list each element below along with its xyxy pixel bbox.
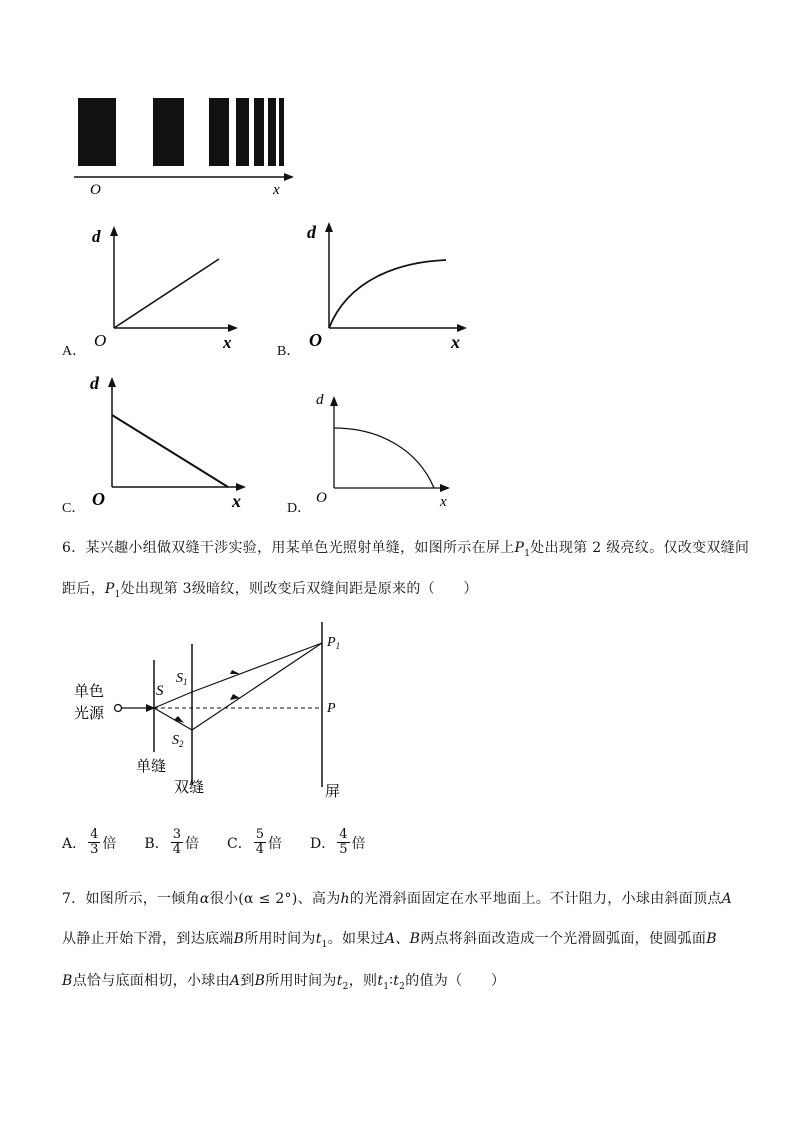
axis-label: x (273, 182, 280, 198)
q7-text: 两点将斜面改造成一个光滑圆弧面，使圆弧面 (420, 931, 707, 947)
q7-text: ，则 (348, 973, 378, 989)
origin-label: O (94, 331, 107, 350)
fringe-bar (153, 98, 184, 166)
x-axis-label: x (440, 494, 447, 510)
answer-option-d[interactable] (310, 828, 366, 857)
t-subscript: 2 (342, 981, 349, 992)
denominator: 4 (255, 842, 264, 857)
x-axis-label: x (232, 491, 241, 511)
q6-answer-row (62, 828, 394, 857)
screen-label: 屏 (325, 784, 341, 800)
alpha-symbol: α (199, 891, 210, 907)
q7-text: 所用时间为 (244, 931, 316, 947)
answer-label: C． (226, 835, 252, 852)
q7-text: 到 (240, 973, 255, 989)
t-symbol: t (377, 973, 384, 989)
t-symbol: t (393, 973, 400, 989)
q7-text: 很小 (209, 891, 239, 907)
y-axis-label: d (307, 222, 316, 242)
s2-label: $S_2$ (172, 733, 184, 749)
fringe-bar (78, 98, 116, 166)
option-b-label: B． (277, 344, 301, 359)
q7-text: 从静止开始下滑，到达底端 (62, 931, 234, 947)
fraction (254, 828, 266, 857)
p1-subscript: 1 (114, 589, 121, 600)
q6-line-1 (62, 537, 749, 559)
arrow-icon (230, 670, 240, 674)
q7-text: 点恰与底面相切，小球由 (72, 973, 230, 989)
a-symbol: A (721, 891, 733, 907)
denominator: 5 (339, 842, 348, 857)
b-symbol: B (62, 973, 73, 989)
double-slit-label: 双缝 (174, 780, 205, 796)
y-axis-label: d (316, 392, 324, 408)
option-d-label: D． (287, 501, 312, 516)
q7-text: 7．如图所示，一倾角 (62, 891, 200, 907)
numerator: 5 (255, 827, 264, 842)
a-symbol: A (229, 973, 241, 989)
x-axis-label: x (223, 333, 232, 352)
y-axis-label: d (92, 227, 101, 246)
q6-text: 处出现第 3级暗纹，则改变后双缝间距是原来的（ ） (120, 581, 478, 597)
arrow-icon (457, 324, 467, 332)
origin-label: O (309, 330, 322, 350)
p1-symbol: P (104, 581, 115, 597)
option-a-graph (86, 220, 246, 355)
fraction (171, 828, 183, 857)
q6-text: 6．某兴趣小组做双缝干涉实验，用某单色光照射单缝，如图所示在屏上 (62, 540, 515, 556)
origin-label: O (316, 490, 327, 506)
option-c-label: C． (62, 501, 86, 516)
fraction (337, 828, 349, 857)
fringe-bar (209, 98, 229, 166)
arrow-icon (325, 222, 333, 232)
q6-text: 处出现第 2 级亮纹。仅改变双缝间 (530, 540, 750, 556)
ratio-colon: ∶ (389, 973, 394, 989)
arrow-icon (110, 226, 118, 236)
x-axis-label: x (451, 332, 460, 352)
answer-label: A． (62, 835, 87, 852)
b-symbol: B (706, 931, 717, 947)
single-slit-label: 单缝 (136, 759, 167, 775)
b-symbol: B (233, 931, 245, 947)
source-label: 单色 (74, 684, 105, 700)
q7-text: 所用时间为 (265, 973, 337, 989)
option-c-graph (86, 367, 251, 515)
answer-option-c[interactable] (227, 828, 282, 857)
answer-label: B． (144, 835, 169, 852)
q7-text: 的光滑斜面固定在水平地面上。不计阻力，小球由斜面顶点 (349, 891, 722, 907)
axis-arrow (284, 173, 294, 181)
s-label: S (156, 683, 164, 699)
double-slit-figure (70, 612, 370, 807)
t-subscript: 1 (383, 981, 390, 992)
fringe-bar (268, 98, 276, 166)
fringe-bar (279, 98, 284, 166)
arrow-icon (228, 324, 238, 332)
light-source-icon (115, 705, 122, 712)
t-symbol: t (315, 931, 322, 947)
p1-subscript: 1 (524, 548, 531, 559)
p1-symbol: P (514, 540, 525, 556)
answer-label: D． (309, 835, 336, 852)
s1-label: $S_1$ (176, 671, 188, 687)
b-symbol: B (254, 973, 266, 989)
numerator: 4 (339, 827, 348, 842)
q7-text: 。如果过 (327, 931, 385, 947)
curve (334, 428, 434, 488)
ab-symbols: A、B (384, 931, 421, 947)
arrow-icon (236, 483, 246, 491)
q6-line-2 (62, 578, 478, 600)
answer-suffix: 倍 (184, 835, 199, 852)
answer-suffix: 倍 (102, 835, 117, 852)
fraction (88, 828, 100, 857)
h-symbol: h (340, 891, 350, 907)
option-d-graph (310, 382, 460, 515)
curve (329, 260, 446, 328)
t-symbol: t (336, 973, 343, 989)
curve (114, 259, 219, 328)
source-label: 光源 (74, 706, 105, 722)
q7-text: 、高为 (297, 891, 341, 907)
denominator: 3 (90, 842, 99, 857)
t-subscript: 1 (321, 939, 328, 950)
arrow-icon (440, 484, 450, 492)
fringe-bar (254, 98, 264, 166)
q7-text: 的值为（ ） (405, 973, 506, 989)
answer-suffix: 倍 (351, 835, 366, 852)
fringe-bar (236, 98, 249, 166)
angle-condition: (α ≤ 2°) (238, 891, 298, 907)
p-label: P (327, 701, 336, 716)
arrow-icon (330, 396, 338, 406)
q7-line-2 (62, 928, 717, 950)
answer-option-a[interactable] (62, 828, 116, 857)
fringe-pattern-figure (70, 92, 300, 202)
q7-line-1 (62, 888, 732, 908)
answer-suffix: 倍 (267, 835, 282, 852)
denominator: 4 (172, 842, 181, 857)
origin-label: O (92, 489, 105, 509)
t-subscript: 2 (399, 981, 406, 992)
q6-text: 距后， (62, 581, 105, 597)
numerator: 3 (172, 827, 181, 842)
arrow-icon (108, 377, 116, 387)
answer-option-b[interactable] (144, 828, 199, 857)
numerator: 4 (90, 827, 99, 842)
q7-line-3 (62, 970, 505, 992)
p1-label: $P_1$ (327, 635, 341, 651)
option-a-label: A． (62, 344, 87, 359)
origin-label: O (90, 182, 101, 198)
y-axis-label: d (90, 373, 99, 393)
option-b-graph (303, 210, 473, 355)
curve (112, 415, 228, 487)
